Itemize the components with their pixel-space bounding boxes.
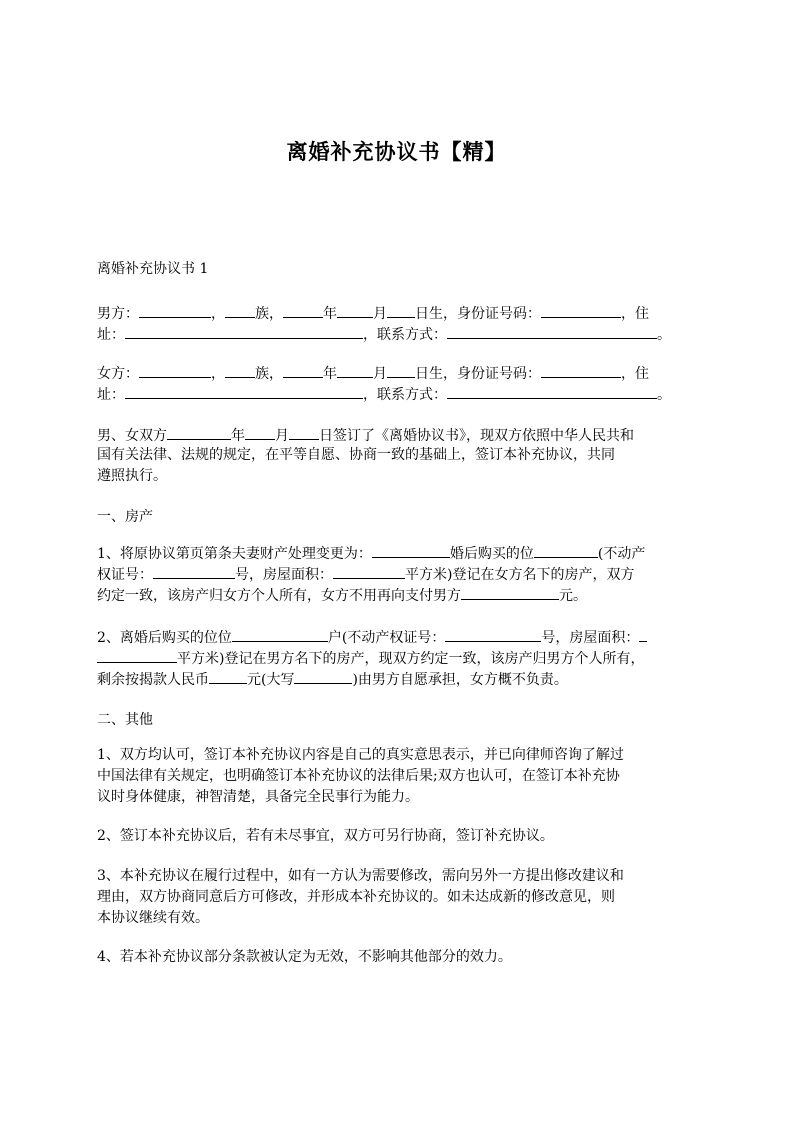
man-party-block xyxy=(97,302,705,344)
agreement-heading: 离婚补充协议书 1 xyxy=(97,261,209,277)
woman-line-1: 女方： ， 族， 年 月 日生，身份证号码： ，住 xyxy=(97,362,705,383)
document-title: 离婚补充协议书【精】 xyxy=(286,139,507,164)
section-heading-other: 二、其他 xyxy=(97,712,153,728)
property-clause-1: 1、将原协议第页第条夫妻财产处理变更为： 婚后购买的位 (不动产 权证号： 号，房屋面积： 平方米)登记在女方名下的房产，双方 约定一致，该房产归女方个人所有，女方不用再向支付男方 元。 xyxy=(97,542,705,605)
man-line-2: 址： ，联系方式： 。 xyxy=(97,323,705,344)
woman-line-2: 址： ，联系方式： 。 xyxy=(97,383,705,404)
other-clause-3: 3、本补充协议在履行过程中，如有一方认为需要修改，需向另外一方提出修改建议和 理由，双方协商同意后方可修改，并形成本补充协议的。如未达成新的修改意见，则 本协议继续有效。 xyxy=(97,868,624,926)
other-clause-1: 1、双方均认可，签订本补充协议内容是自己的真实意思表示，并已向律师咨询了解过 中国法律有关规定，也明确签订本补充协议的法律后果;双方也认可，在签订本补充协 议时身体健康，神智清楚，具备完全民事行为能力。 xyxy=(97,747,624,805)
property-clause-2: 2、离婚后购买的位位 户(不动产权证号： 号，房屋面积： 平方米)登记在男方名下的房产，现双方约定一致，该房产归男方个人所有， 剩余按揭款人民币 元(大写 )由男方自愿承担，女方概不负责。 xyxy=(97,626,705,689)
woman-party-block xyxy=(97,362,705,404)
other-clause-4: 4、若本补充协议部分条款被认定为无效，不影响其他部分的效力。 xyxy=(97,949,512,965)
section-heading-property: 一、房产 xyxy=(97,509,153,525)
man-line-1: 男方： ， 族， 年 月 日生，身份证号码： ，住 xyxy=(97,302,705,323)
intro-paragraph: 男、女双方 年 月 日签订了《离婚协议书》，现双方依照中华人民共和 国有关法律、法规的规定，在平等自愿、协商一致的基础上，签订本补充协议，共同 遵照执行。 xyxy=(97,424,705,487)
other-clause-2: 2、签订本补充协议后，若有未尽事宜，双方可另行协商，签订补充协议。 xyxy=(97,828,554,844)
